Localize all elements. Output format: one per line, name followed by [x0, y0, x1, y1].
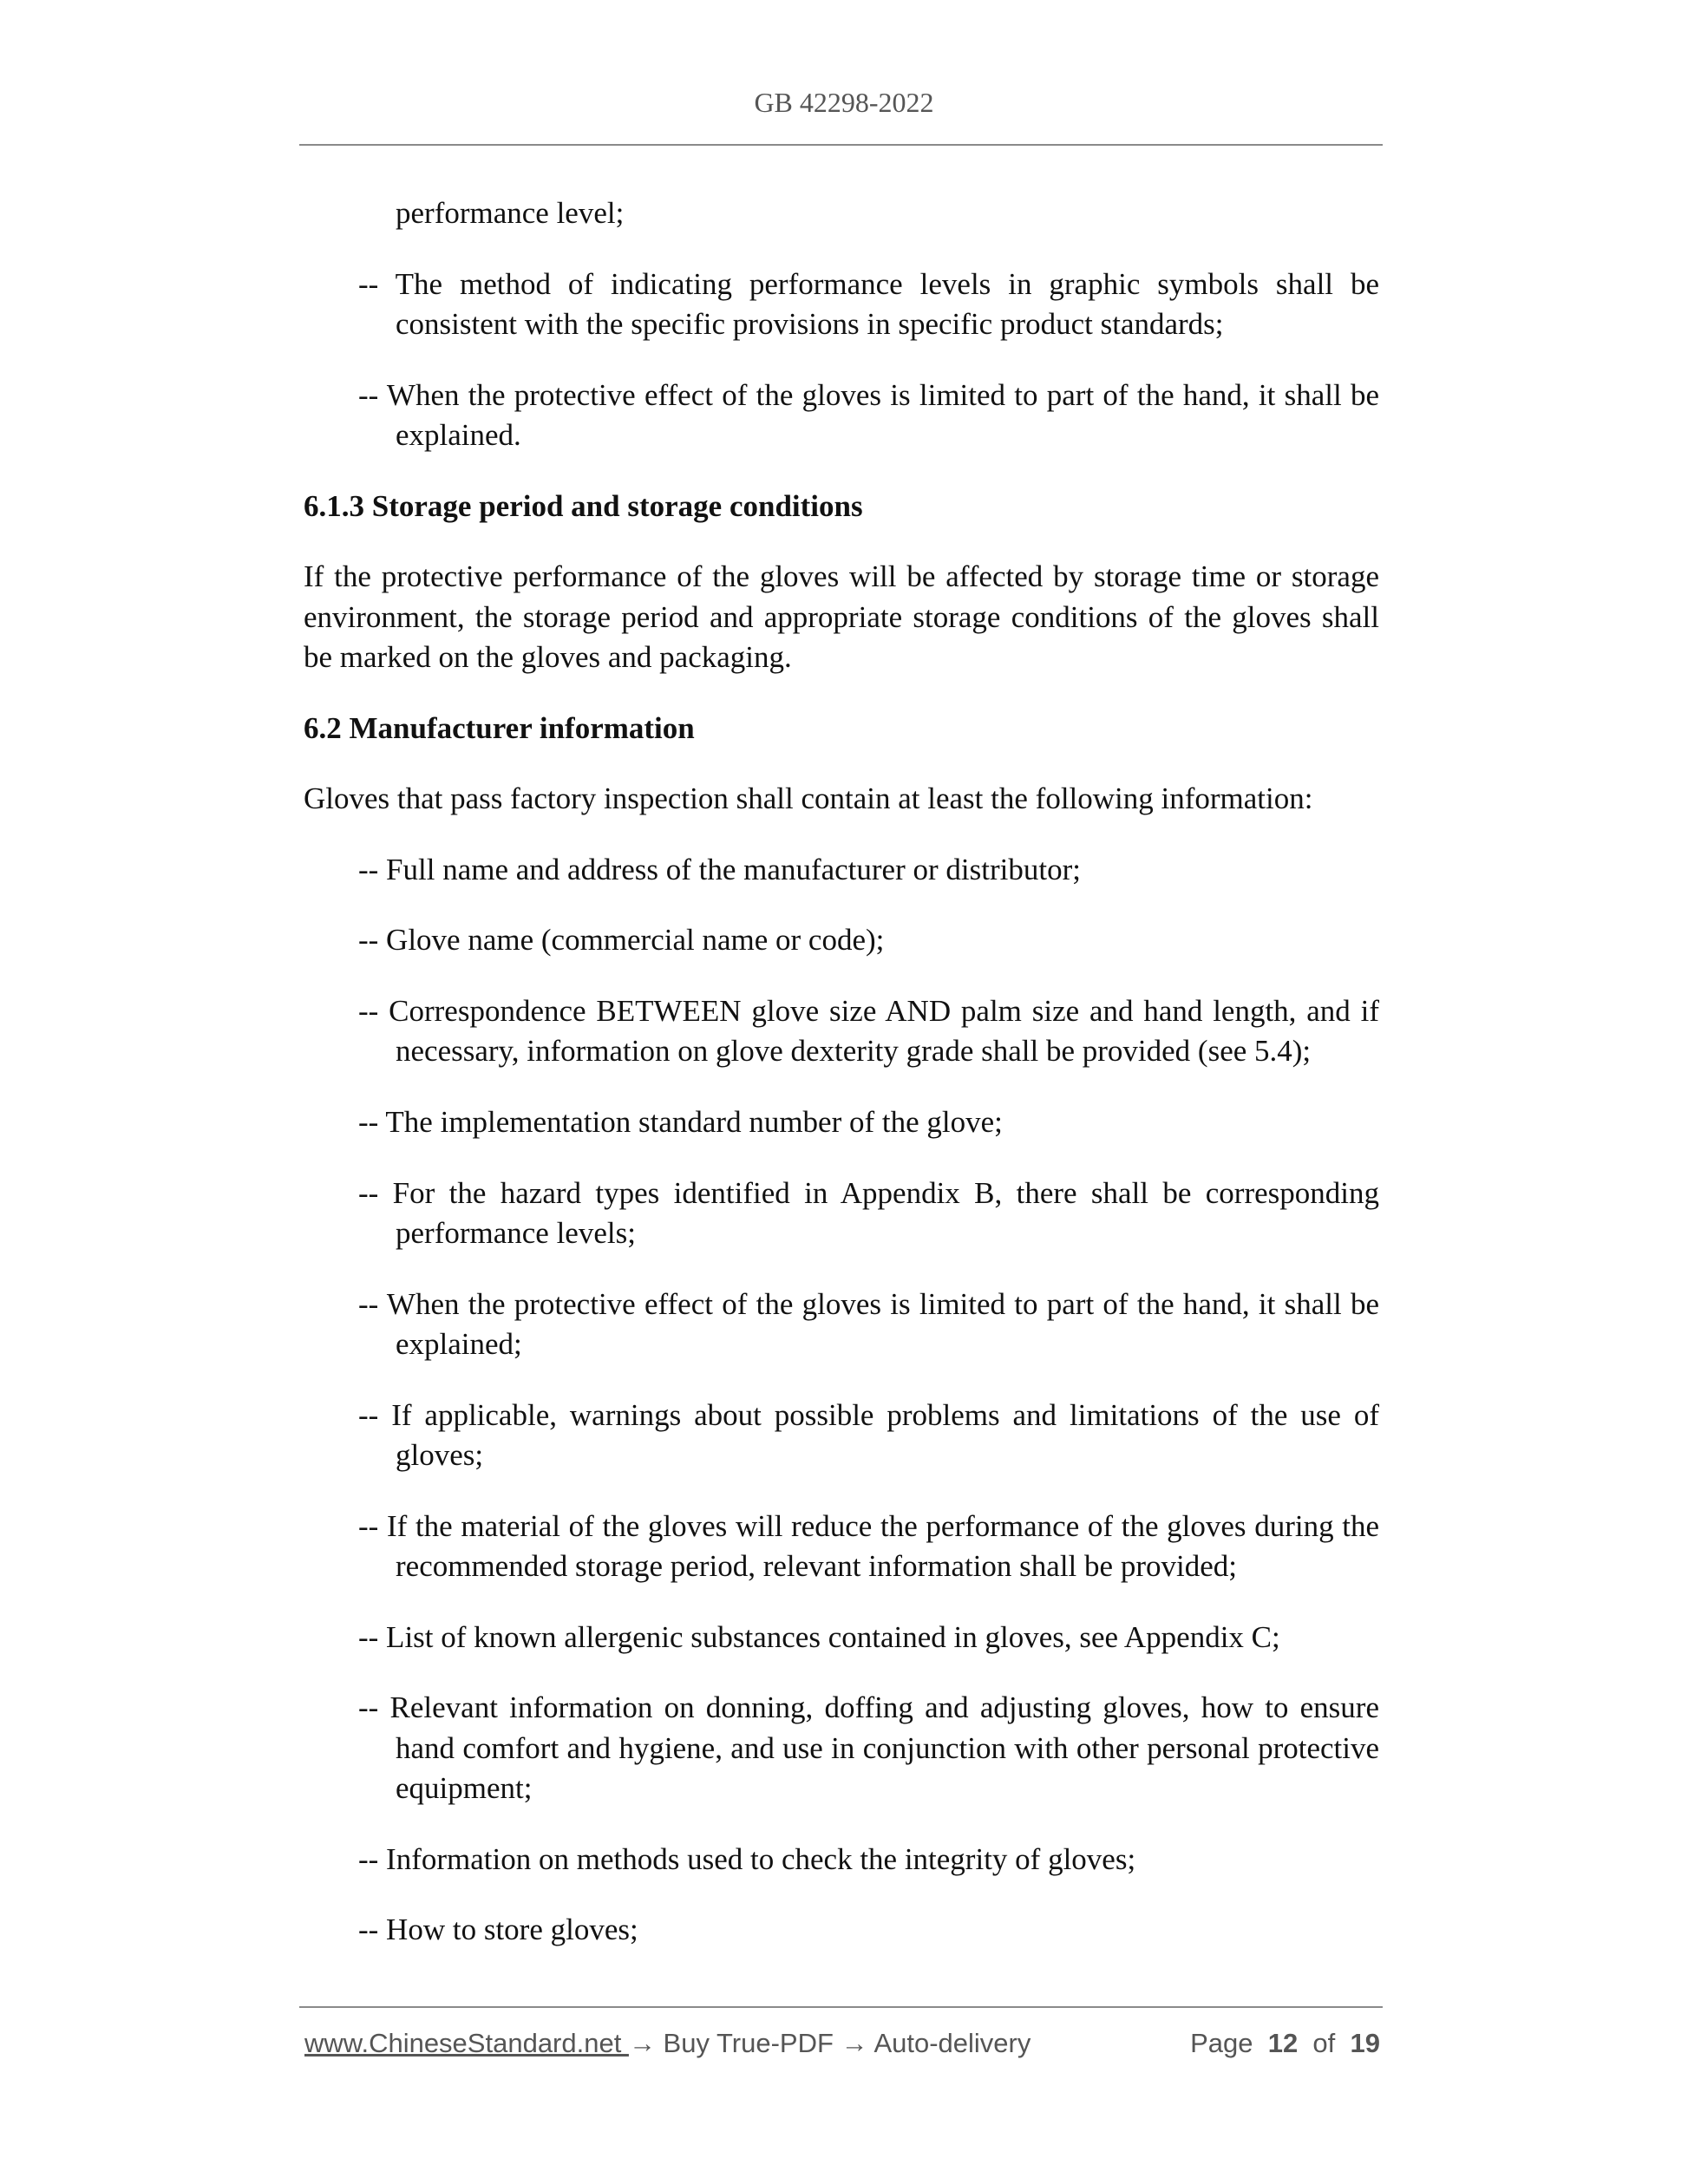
- footer: [304, 2028, 1380, 2059]
- arrow-icon: →: [628, 2028, 656, 2058]
- footer-divider: [299, 2006, 1383, 2008]
- page-total: 19: [1350, 2028, 1380, 2058]
- list-item: -- Full name and address of the manufacturer or distributor;: [358, 852, 1081, 886]
- list-item: -- Information on methods used to check the integrity of gloves;: [358, 1841, 1136, 1876]
- page-number: 12: [1267, 2028, 1299, 2058]
- page-indicator: [1190, 2028, 1380, 2059]
- list-item: -- When the protective effect of the gloves is limited to part of the hand, it shall be explained;: [358, 1286, 1379, 1361]
- list-item: -- If applicable, warnings about possible problems and limitations of the use of gloves;: [358, 1397, 1379, 1472]
- list-item: -- Correspondence BETWEEN glove size AND palm size and hand length, and if necessary, information on glove dexterity grade shall be provided (see 5.4);: [358, 993, 1379, 1069]
- buy-text: Buy True-PDF: [655, 2028, 841, 2058]
- section-intro: Gloves that pass factory inspection shall contain at least the following information:: [304, 781, 1313, 816]
- page-label: Page: [1190, 2028, 1253, 2058]
- document-id-header: GB 42298-2022: [754, 87, 934, 118]
- list-item: -- Relevant information on donning, doffing and adjusting gloves, how to ensure hand comfort and hygiene, and use in conjunction with other personal protective equipment;: [358, 1690, 1379, 1805]
- continued-line: performance level;: [396, 196, 625, 230]
- list-item: -- How to store gloves;: [358, 1913, 638, 1947]
- section-heading-6-1-3: 6.1.3 Storage period and storage conditions: [304, 488, 863, 523]
- of-label: of: [1312, 2028, 1336, 2058]
- section-paragraph: If the protective performance of the gloves will be affected by storage time or storage environment, the storage period and appropriate storage conditions of the gloves shall be marked on the gloves and packaging.: [304, 559, 1379, 674]
- footer-links: [304, 2028, 1030, 2059]
- list-item: -- List of known allergenic substances contained in gloves, see Appendix C;: [358, 1619, 1280, 1654]
- section-heading-6-2: 6.2 Manufacturer information: [304, 710, 695, 745]
- document-body: [304, 193, 1379, 1981]
- header-divider: [299, 144, 1383, 146]
- delivery-text: Auto-delivery: [867, 2028, 1031, 2058]
- list-item: -- Glove name (commercial name or code);: [358, 923, 885, 958]
- list-item: -- The method of indicating performance levels in graphic symbols shall be consistent with the specific provisions in specific product standards;: [358, 266, 1379, 341]
- arrow-icon: →: [841, 2028, 868, 2058]
- list-item: -- The implementation standard number of the glove;: [358, 1104, 1003, 1139]
- list-item: -- If the material of the gloves will reduce the performance of the gloves during the recommended storage period, relevant information shall be provided;: [358, 1508, 1379, 1583]
- list-item: -- For the hazard types identified in Appendix B, there shall be corresponding performance levels;: [358, 1175, 1379, 1250]
- website-link[interactable]: www.ChineseStandard.net: [304, 2028, 629, 2058]
- list-item: -- When the protective effect of the gloves is limited to part of the hand, it shall be explained.: [358, 377, 1379, 452]
